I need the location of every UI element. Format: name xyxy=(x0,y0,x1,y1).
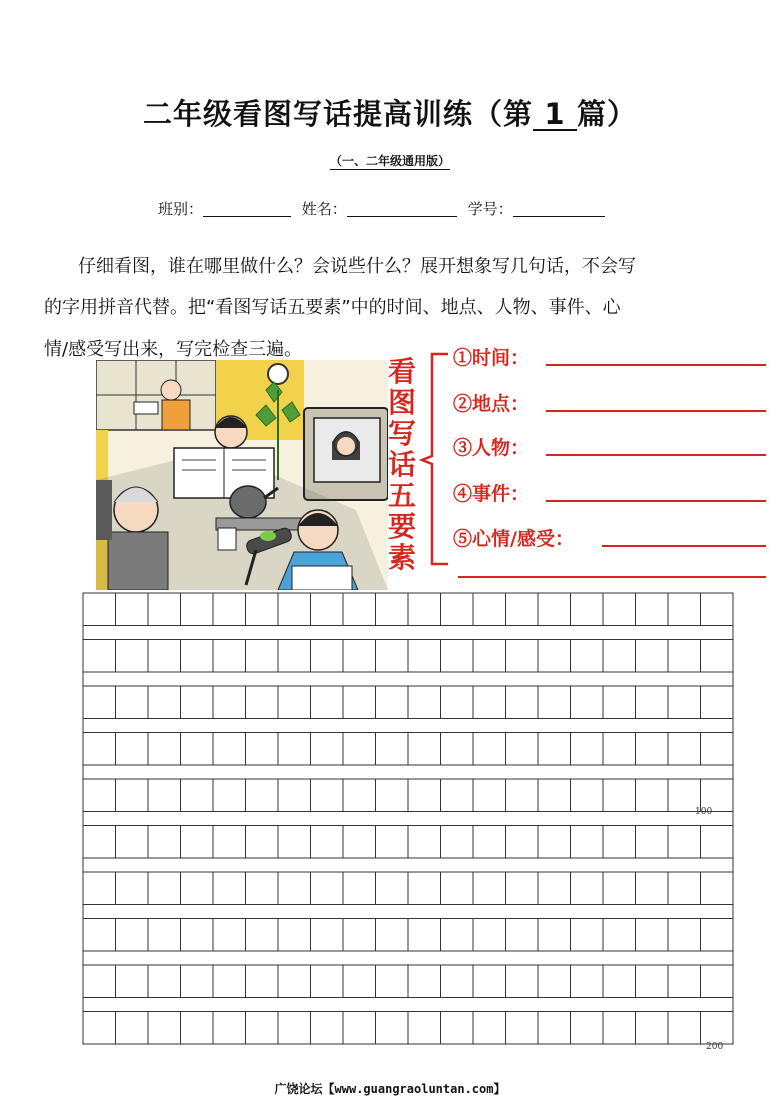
grid-cell[interactable] xyxy=(278,593,311,626)
class-field[interactable] xyxy=(203,202,291,217)
grid-row[interactable] xyxy=(83,872,733,905)
grid-cell[interactable] xyxy=(668,1012,701,1045)
grid-cell[interactable] xyxy=(213,826,246,859)
grid-cell[interactable] xyxy=(603,826,636,859)
grid-cell[interactable] xyxy=(473,733,506,766)
element-people-label: ③人物： xyxy=(453,437,530,459)
grid-spacer-band xyxy=(83,812,733,826)
grid-cell[interactable] xyxy=(83,686,116,719)
vertical-char: 看 xyxy=(387,355,416,388)
writing-grid[interactable] xyxy=(82,592,737,1058)
grid-cell[interactable] xyxy=(246,919,279,952)
grid-cell[interactable] xyxy=(408,965,441,998)
grid-cell[interactable] xyxy=(116,919,149,952)
id-label: 学号： xyxy=(467,200,513,218)
grid-cell[interactable] xyxy=(83,872,116,905)
grid-cell[interactable] xyxy=(246,733,279,766)
grid-cell[interactable] xyxy=(311,686,344,719)
grid-cell[interactable] xyxy=(181,919,214,952)
grid-cell[interactable] xyxy=(473,872,506,905)
grid-cell[interactable] xyxy=(343,919,376,952)
grid-cell[interactable] xyxy=(83,733,116,766)
grid-cell[interactable] xyxy=(343,733,376,766)
grid-cell[interactable] xyxy=(668,919,701,952)
grid-cell[interactable] xyxy=(116,640,149,673)
grid-cell[interactable] xyxy=(441,919,474,952)
grid-cell[interactable] xyxy=(701,593,734,626)
grid-cell[interactable] xyxy=(181,826,214,859)
five-elements-vertical-title xyxy=(384,356,420,573)
vertical-char: 素 xyxy=(387,541,416,574)
grid-cell[interactable] xyxy=(116,733,149,766)
grid-cell[interactable] xyxy=(668,593,701,626)
element-people-line[interactable] xyxy=(546,454,766,456)
grid-cell[interactable] xyxy=(311,593,344,626)
grid-cell[interactable] xyxy=(441,826,474,859)
family-scene-illustration xyxy=(96,360,388,590)
grid-cell[interactable] xyxy=(571,779,604,812)
grid-cell[interactable] xyxy=(408,872,441,905)
grid-cell[interactable] xyxy=(538,965,571,998)
grid-cell[interactable] xyxy=(603,965,636,998)
grid-cell[interactable] xyxy=(441,965,474,998)
grid-cell[interactable] xyxy=(376,965,409,998)
subtitle xyxy=(0,152,780,169)
grid-cell[interactable] xyxy=(538,593,571,626)
grid-cell[interactable] xyxy=(116,593,149,626)
grid-cell[interactable] xyxy=(278,965,311,998)
grid-row[interactable] xyxy=(83,733,733,766)
grid-row[interactable] xyxy=(83,919,733,952)
grid-cell[interactable] xyxy=(311,1012,344,1045)
grid-cell[interactable] xyxy=(571,826,604,859)
grid-cell[interactable] xyxy=(408,733,441,766)
grid-cell[interactable] xyxy=(701,1012,734,1045)
grid-spacer-band xyxy=(83,998,733,1012)
element-extra-line[interactable] xyxy=(458,576,766,578)
grid-cell[interactable] xyxy=(473,965,506,998)
footer xyxy=(0,1080,780,1097)
grid-cell[interactable] xyxy=(343,965,376,998)
grid-cell[interactable] xyxy=(441,593,474,626)
grid-cell[interactable] xyxy=(571,919,604,952)
grid-cell[interactable] xyxy=(148,640,181,673)
grid-cell[interactable] xyxy=(506,826,539,859)
grid-cell[interactable] xyxy=(213,686,246,719)
grid-cell[interactable] xyxy=(506,686,539,719)
grid-cell[interactable] xyxy=(668,872,701,905)
grid-cell[interactable] xyxy=(506,593,539,626)
grid-cell[interactable] xyxy=(408,686,441,719)
grid-cell[interactable] xyxy=(376,919,409,952)
grid-cell[interactable] xyxy=(701,640,734,673)
grid-cell[interactable] xyxy=(473,686,506,719)
grid-cell[interactable] xyxy=(506,1012,539,1045)
grid-cell[interactable] xyxy=(603,779,636,812)
grid-cell[interactable] xyxy=(311,872,344,905)
grid-cell[interactable] xyxy=(376,640,409,673)
grid-cell[interactable] xyxy=(636,686,669,719)
grid-cell[interactable] xyxy=(636,593,669,626)
grid-cell[interactable] xyxy=(441,733,474,766)
vertical-char: 要 xyxy=(387,510,416,543)
footer-site: 广饶论坛 xyxy=(274,1082,323,1096)
vertical-char: 图 xyxy=(387,386,416,419)
grid-cell[interactable] xyxy=(441,779,474,812)
grid-cell[interactable] xyxy=(246,826,279,859)
grid-count-100: 100 xyxy=(695,807,713,817)
grid-cell[interactable] xyxy=(376,872,409,905)
grid-cell[interactable] xyxy=(278,1012,311,1045)
element-event-label: ④事件： xyxy=(453,483,530,505)
element-time-line[interactable] xyxy=(546,364,766,366)
grid-cell[interactable] xyxy=(701,733,734,766)
grid-cell[interactable] xyxy=(538,733,571,766)
instruction-line-2: 的字用拼音代替。把“看图写话五要素”中的时间、地点、人物、事件、心 xyxy=(44,297,621,318)
grid-cell[interactable] xyxy=(213,872,246,905)
grid-count-200: 200 xyxy=(706,1042,724,1052)
grid-spacer-band xyxy=(83,905,733,919)
grid-cell[interactable] xyxy=(408,640,441,673)
grid-cell[interactable] xyxy=(701,872,734,905)
grid-cell[interactable] xyxy=(278,826,311,859)
grid-cell[interactable] xyxy=(408,593,441,626)
grid-cell[interactable] xyxy=(213,640,246,673)
grid-cell[interactable] xyxy=(636,965,669,998)
grid-cell[interactable] xyxy=(83,640,116,673)
grid-cell[interactable] xyxy=(408,779,441,812)
grid-cell[interactable] xyxy=(311,779,344,812)
grid-cell[interactable] xyxy=(506,965,539,998)
grid-cell[interactable] xyxy=(408,826,441,859)
grid-cell[interactable] xyxy=(603,640,636,673)
grid-cell[interactable] xyxy=(408,919,441,952)
grid-cell[interactable] xyxy=(571,686,604,719)
grid-cell[interactable] xyxy=(116,965,149,998)
grid-cell[interactable] xyxy=(603,1012,636,1045)
grid-cell[interactable] xyxy=(603,733,636,766)
grid-cell[interactable] xyxy=(343,593,376,626)
grid-spacer-band xyxy=(83,719,733,733)
grid-cell[interactable] xyxy=(148,779,181,812)
vertical-char: 写 xyxy=(387,417,416,450)
grid-cell[interactable] xyxy=(441,1012,474,1045)
grid-cell[interactable] xyxy=(148,1012,181,1045)
grid-cell[interactable] xyxy=(278,779,311,812)
grid-cell[interactable] xyxy=(571,1012,604,1045)
grid-cell[interactable] xyxy=(246,779,279,812)
grid-cell[interactable] xyxy=(538,640,571,673)
grid-cell[interactable] xyxy=(441,686,474,719)
grid-cell[interactable] xyxy=(636,1012,669,1045)
grid-row[interactable] xyxy=(83,965,733,998)
subtitle-text: （一、二年级通用版） xyxy=(329,154,450,168)
grid-cell[interactable] xyxy=(213,593,246,626)
instruction-line-1: 仔细看图，谁在哪里做什么？会说些什么？展开想象写几句话，不会写 xyxy=(78,256,636,277)
grid-cell[interactable] xyxy=(376,733,409,766)
name-label: 姓名： xyxy=(301,200,347,218)
name-field[interactable] xyxy=(347,202,457,217)
grid-cell[interactable] xyxy=(506,919,539,952)
grid-cell[interactable] xyxy=(148,733,181,766)
title-prefix: 二年级看图写话提高训练（第 xyxy=(142,97,533,131)
grid-cell[interactable] xyxy=(506,640,539,673)
grid-row[interactable] xyxy=(83,640,733,673)
grid-cell[interactable] xyxy=(571,965,604,998)
grid-cell[interactable] xyxy=(506,872,539,905)
grid-cell[interactable] xyxy=(603,872,636,905)
grid-cell[interactable] xyxy=(278,872,311,905)
grid-cell[interactable] xyxy=(441,872,474,905)
grid-cell[interactable] xyxy=(506,779,539,812)
grid-cell[interactable] xyxy=(181,1012,214,1045)
grid-cell[interactable] xyxy=(311,919,344,952)
grid-row[interactable] xyxy=(83,779,733,812)
grid-cell[interactable] xyxy=(246,593,279,626)
grid-cell[interactable] xyxy=(246,872,279,905)
element-feeling-label: ⑤心情/感受： xyxy=(453,528,574,550)
title-suffix: 篇） xyxy=(577,97,638,131)
grid-cell[interactable] xyxy=(701,826,734,859)
grid-cell[interactable] xyxy=(636,826,669,859)
grid-cell[interactable] xyxy=(181,965,214,998)
grid-cell[interactable] xyxy=(83,826,116,859)
title-number: 1 xyxy=(533,99,577,131)
grid-cell[interactable] xyxy=(538,686,571,719)
grid-cell[interactable] xyxy=(83,965,116,998)
grid-cell[interactable] xyxy=(343,1012,376,1045)
grid-cell[interactable] xyxy=(538,872,571,905)
grid-cell[interactable] xyxy=(668,733,701,766)
grid-cell[interactable] xyxy=(376,1012,409,1045)
grid-cell[interactable] xyxy=(116,779,149,812)
grid-cell[interactable] xyxy=(571,593,604,626)
grid-cell[interactable] xyxy=(148,593,181,626)
element-time-label: ①时间： xyxy=(453,347,530,369)
grid-cell[interactable] xyxy=(213,779,246,812)
grid-cell[interactable] xyxy=(506,733,539,766)
grid-cell[interactable] xyxy=(473,640,506,673)
grid-cell[interactable] xyxy=(116,826,149,859)
grid-cell[interactable] xyxy=(116,872,149,905)
grid-cell[interactable] xyxy=(636,872,669,905)
grid-row[interactable] xyxy=(83,686,733,719)
grid-cell[interactable] xyxy=(343,872,376,905)
grid-cell[interactable] xyxy=(668,686,701,719)
vertical-char: 五 xyxy=(387,479,416,512)
grid-cell[interactable] xyxy=(441,640,474,673)
element-place-label: ②地点： xyxy=(453,393,530,415)
grid-spacer-band xyxy=(83,672,733,686)
grid-cell[interactable] xyxy=(246,965,279,998)
grid-row[interactable] xyxy=(83,593,733,626)
grid-cell[interactable] xyxy=(538,919,571,952)
grid-cell[interactable] xyxy=(408,1012,441,1045)
grid-cell[interactable] xyxy=(181,593,214,626)
grid-cell[interactable] xyxy=(83,593,116,626)
grid-cell[interactable] xyxy=(343,779,376,812)
grid-cell[interactable] xyxy=(311,965,344,998)
grid-cell[interactable] xyxy=(603,593,636,626)
grid-cell[interactable] xyxy=(473,593,506,626)
grid-cell[interactable] xyxy=(668,826,701,859)
grid-cell[interactable] xyxy=(701,919,734,952)
grid-cell[interactable] xyxy=(668,640,701,673)
grid-cell[interactable] xyxy=(181,779,214,812)
grid-cell[interactable] xyxy=(116,1012,149,1045)
grid-row[interactable] xyxy=(83,826,733,859)
grid-cell[interactable] xyxy=(343,826,376,859)
grid-cell[interactable] xyxy=(538,1012,571,1045)
grid-cell[interactable] xyxy=(148,686,181,719)
grid-cell[interactable] xyxy=(181,686,214,719)
grid-spacer-band xyxy=(83,626,733,640)
grid-cell[interactable] xyxy=(311,826,344,859)
grid-cell[interactable] xyxy=(571,733,604,766)
grid-cell[interactable] xyxy=(343,686,376,719)
student-id-field[interactable] xyxy=(513,202,605,217)
grid-cell[interactable] xyxy=(603,686,636,719)
element-event-line[interactable] xyxy=(546,500,766,502)
grid-cell[interactable] xyxy=(278,640,311,673)
grid-cell[interactable] xyxy=(213,1012,246,1045)
grid-cell[interactable] xyxy=(311,733,344,766)
grid-cell[interactable] xyxy=(246,686,279,719)
grid-cell[interactable] xyxy=(473,826,506,859)
grid-cell[interactable] xyxy=(148,965,181,998)
class-label: 班别： xyxy=(158,200,204,218)
grid-cell[interactable] xyxy=(83,1012,116,1045)
grid-cell[interactable] xyxy=(473,1012,506,1045)
grid-cell[interactable] xyxy=(116,686,149,719)
grid-cell[interactable] xyxy=(278,686,311,719)
grid-cell[interactable] xyxy=(376,826,409,859)
grid-cell[interactable] xyxy=(83,919,116,952)
grid-cell[interactable] xyxy=(148,826,181,859)
grid-cell[interactable] xyxy=(278,919,311,952)
grid-cell[interactable] xyxy=(83,779,116,812)
grid-cell[interactable] xyxy=(376,593,409,626)
vertical-char: 话 xyxy=(387,448,416,481)
grid-cell[interactable] xyxy=(538,779,571,812)
grid-cell[interactable] xyxy=(213,965,246,998)
page-title xyxy=(0,92,780,133)
grid-cell[interactable] xyxy=(538,826,571,859)
grid-spacer-band xyxy=(83,765,733,779)
bracket-icon xyxy=(418,352,454,568)
grid-cell[interactable] xyxy=(213,733,246,766)
grid-cell[interactable] xyxy=(571,640,604,673)
grid-cell[interactable] xyxy=(636,733,669,766)
grid-spacer-band xyxy=(83,951,733,965)
student-info-line xyxy=(158,198,611,219)
grid-cell[interactable] xyxy=(246,1012,279,1045)
grid-cell[interactable] xyxy=(181,872,214,905)
footer-url[interactable]: 【www.guangraoluntan.com】 xyxy=(322,1082,506,1096)
grid-cell[interactable] xyxy=(213,919,246,952)
grid-cell[interactable] xyxy=(636,919,669,952)
element-place-line[interactable] xyxy=(546,410,766,412)
grid-cell[interactable] xyxy=(148,872,181,905)
grid-cell[interactable] xyxy=(278,733,311,766)
grid-cell[interactable] xyxy=(376,779,409,812)
grid-cell[interactable] xyxy=(701,965,734,998)
grid-cell[interactable] xyxy=(148,919,181,952)
grid-spacer-band xyxy=(83,858,733,872)
grid-cell[interactable] xyxy=(603,919,636,952)
grid-row[interactable] xyxy=(83,1012,733,1045)
grid-cell[interactable] xyxy=(473,779,506,812)
grid-cell[interactable] xyxy=(571,872,604,905)
grid-cell[interactable] xyxy=(311,640,344,673)
grid-cell[interactable] xyxy=(668,965,701,998)
grid-cell[interactable] xyxy=(701,686,734,719)
grid-cell[interactable] xyxy=(181,640,214,673)
instruction-line-3: 情/感受写出来，写完检查三遍。 xyxy=(44,339,303,360)
grid-cell[interactable] xyxy=(636,640,669,673)
grid-cell[interactable] xyxy=(636,779,669,812)
element-feeling-line[interactable] xyxy=(602,545,766,547)
grid-cell[interactable] xyxy=(181,733,214,766)
grid-cell[interactable] xyxy=(473,919,506,952)
grid-cell[interactable] xyxy=(376,686,409,719)
grid-cell[interactable] xyxy=(246,640,279,673)
grid-cell[interactable] xyxy=(343,640,376,673)
